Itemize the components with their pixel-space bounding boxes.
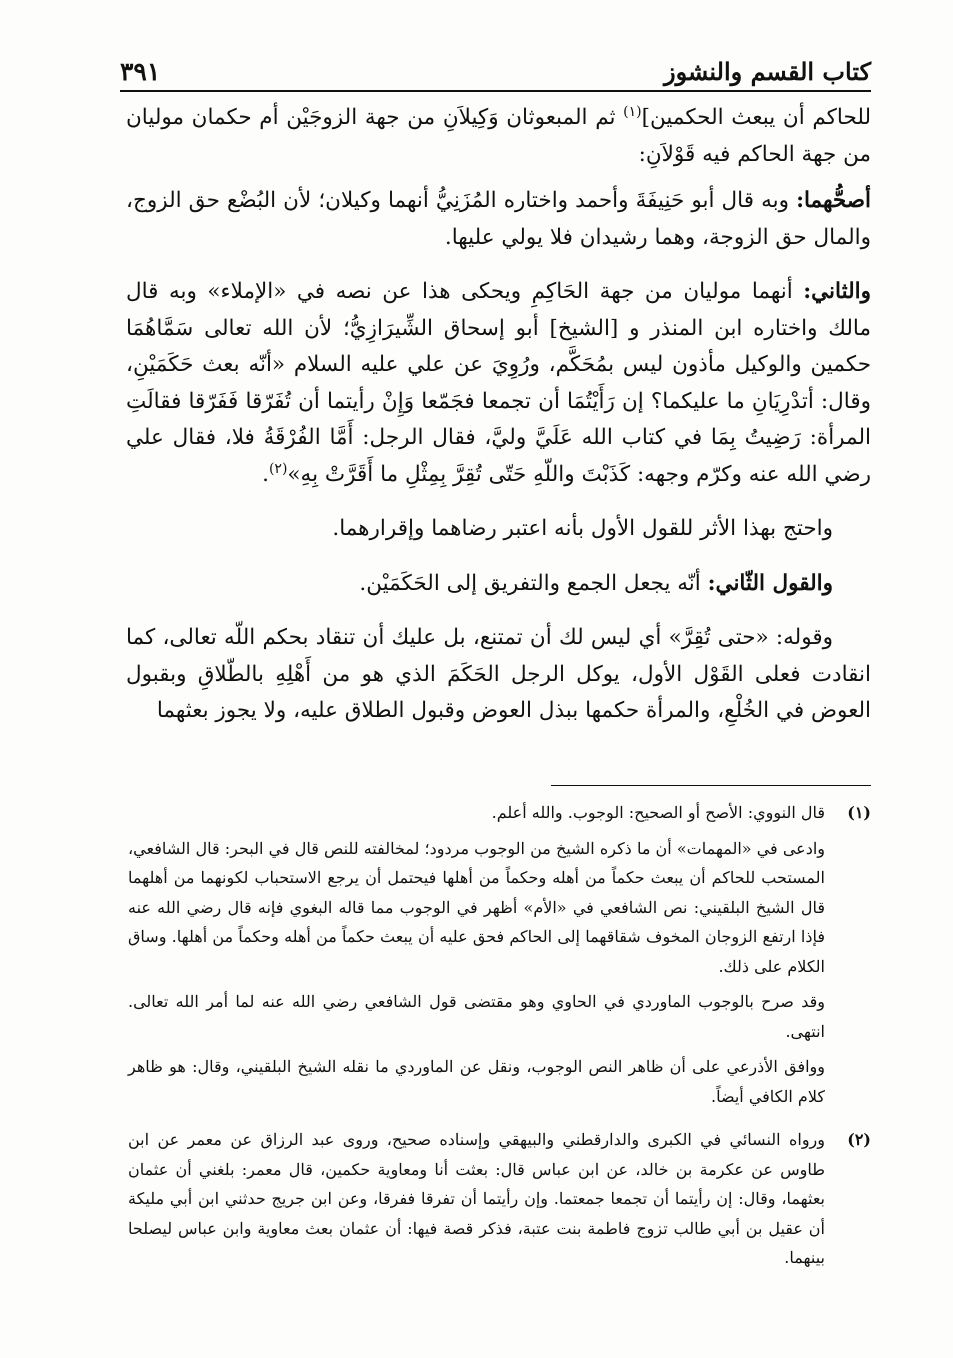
first-opinion-text: وبه قال أبو حَنِيفَةَ وأحمد واختاره المُزَنِيُّ أنهما وكيلان؛ لأن البُضْع حق الزوج، والمال حق الزوجة، وهما رشيدان فلا يولي عليها. — [126, 188, 871, 250]
footnote-paragraph: وقد صرح بالوجوب الماوردي في الحاوي وهو مقتضى قول الشافعي رضي الله عنه لما أمر الله تعالى. انتهى. — [128, 992, 825, 1041]
paragraph-intro — [126, 100, 871, 173]
paragraph-first-opinion — [126, 183, 871, 256]
intro-text: للحاكم أن يبعث الحكمين] — [641, 105, 872, 130]
footnote-ref-2: (٢) — [268, 460, 288, 477]
paragraph-second-opinion — [126, 274, 871, 493]
second-opinion-end: . — [262, 461, 269, 487]
footnote-number: (٢) — [847, 1130, 871, 1149]
footnote-number: (١) — [847, 803, 871, 822]
footnote-paragraph: ووافق الأذرعي على أن ظاهر النص الوجوب، ونقل عن الماوردي ما نقله الشيخ البلقيني، وقال: هو ظاهر كلام الكافي أيضاً. — [128, 1057, 825, 1106]
page-number: ٣٩١ — [120, 57, 161, 86]
first-opinion-heading: أصحُّهما: — [796, 188, 871, 213]
second-opinion-heading: والثاني: — [803, 279, 871, 304]
paragraph-argument — [126, 511, 871, 548]
second-saying-heading: والقول الثّاني: — [707, 570, 833, 596]
chapter-title: كتاب القسم والنشوز — [664, 57, 871, 86]
footnote-body — [128, 798, 825, 1117]
footnote-paragraph: ورواه النسائي في الكبرى والدارقطني والبيهقي وإسناده صحيح، وروى عبد الرزاق عن معمر عن ابن طاوس عن عكرمة بن خالد، عن ابن عباس قال: بعثت أنا ومعاوية حكمين، قال معمر: بلغني أن عثمان بعثهما، وقال: إن رأيتما أن تجمعا جمعتما. وإن رأيتما أن تفرقا ففرقا، وعن ابن جريج حدثني ابن أبي مليكة أن عقيل بن أبي طالب تزوج فاطمة بنت عتبة، فذكر قصة فيها: أن عثمان بعث معاوية وابن عباس ليصلحا بينهما. — [128, 1130, 826, 1267]
footnote-2 — [128, 1125, 871, 1279]
footnotes-section — [128, 798, 871, 1279]
second-saying-text: أنّه يجعل الجمع والتفريق إلى الحَكَمَيْن. — [359, 570, 708, 596]
main-text — [126, 100, 871, 748]
footnote-body — [128, 1125, 825, 1279]
footnote-paragraph: وادعى في «المهمات» أن ما ذكره الشيخ من الوجوب مردود؛ لمخالفته للنص قال في البحر: قال الشافعي، المستحب للحاكم أن يبعث حكماً من أهله وحكماً من أهلها فيحتمل أن يرجع الاستحباب لكونهما من أهلهما قال الشيخ البلقيني: نص الشافعي في «الأم» أظهر في الوجوب مما قاله البغوي فإنه قال رضي الله عنه فإذا ارتفع الزوجان المخوف شقاقهما إلى الحاكم فحق عليه أن يبعث حكماً من أهله وحكماً من أهلها. وساق الكلام على ذلك. — [128, 838, 826, 976]
argument-text: واحتج بهذا الأثر للقول الأول بأنه اعتبر رضاهما وإقرارهما. — [332, 516, 833, 541]
footnote-divider — [551, 785, 871, 786]
footnote-ref-1: (١) — [623, 103, 642, 120]
running-header — [120, 48, 871, 92]
paragraph-commentary — [126, 620, 871, 730]
commentary-text: وقوله: «حتى تُقِرَّ» أي ليس لك أن تمتنع، بل عليك أن تنقاد بحكم اللّه تعالى، كما انقادت فعلى القَوْل الأول، يوكل الرجل الحَكَمَ الذي هو من أَهْلِهِ بالطّلاقِ وبقبول العوض في الخُلْعِ، والمرأة حكمها ببذل العوض وقبول الطلاق عليه، ولا يجوز بعثهما — [126, 625, 871, 723]
paragraph-second-saying — [126, 566, 871, 603]
intro-text-rest: ثم المبعوثان وَكِيلاَنِ من جهة الزوجَيْن أم حكمان موليان من جهة الحاكم فيه قَوْلاَنِ: — [126, 105, 871, 167]
second-opinion-text: أنهما موليان من جهة الحَاكِمِ ويحكى هذا عن نصه في «الإملاء» وبه قال مالك واختاره ابن المنذر و [الشيخ] أبو إسحاق الشِّيرَازِيُّ؛ لأن الله تعالى سَمَّاهُمَا حكمين والوكيل مأذون ليس بمُحَكَّم، ورُوِيَ عن علي عليه السلام «أنّه بعث حَكَمَيْنِ، وقال: أتدْرِيَانِ ما عليكما؟ إن رَأَيْتُمَا أن تجمعا فجَمّعا وَإِنْ رأيتما أن تُفَرّقا فَفَرّقا فقالَتِ المرأة: رَضِيتُ بِمَا في كتاب الله عَلَيَّ وليَّ، فقال الرجل: أَمَّا الفُرْقَةُ فلا، فقال علي رضي الله عنه وكرّم وجهه: كَذَبْتَ واللّهِ حَتّى تُقِرَّ بِمِثْلِ ما أَقَرَّتْ بِهِ» — [126, 279, 871, 487]
footnote-1 — [128, 798, 871, 1117]
footnote-paragraph: قال النووي: الأصح أو الصحيح: الوجوب. والله أعلم. — [491, 803, 825, 822]
